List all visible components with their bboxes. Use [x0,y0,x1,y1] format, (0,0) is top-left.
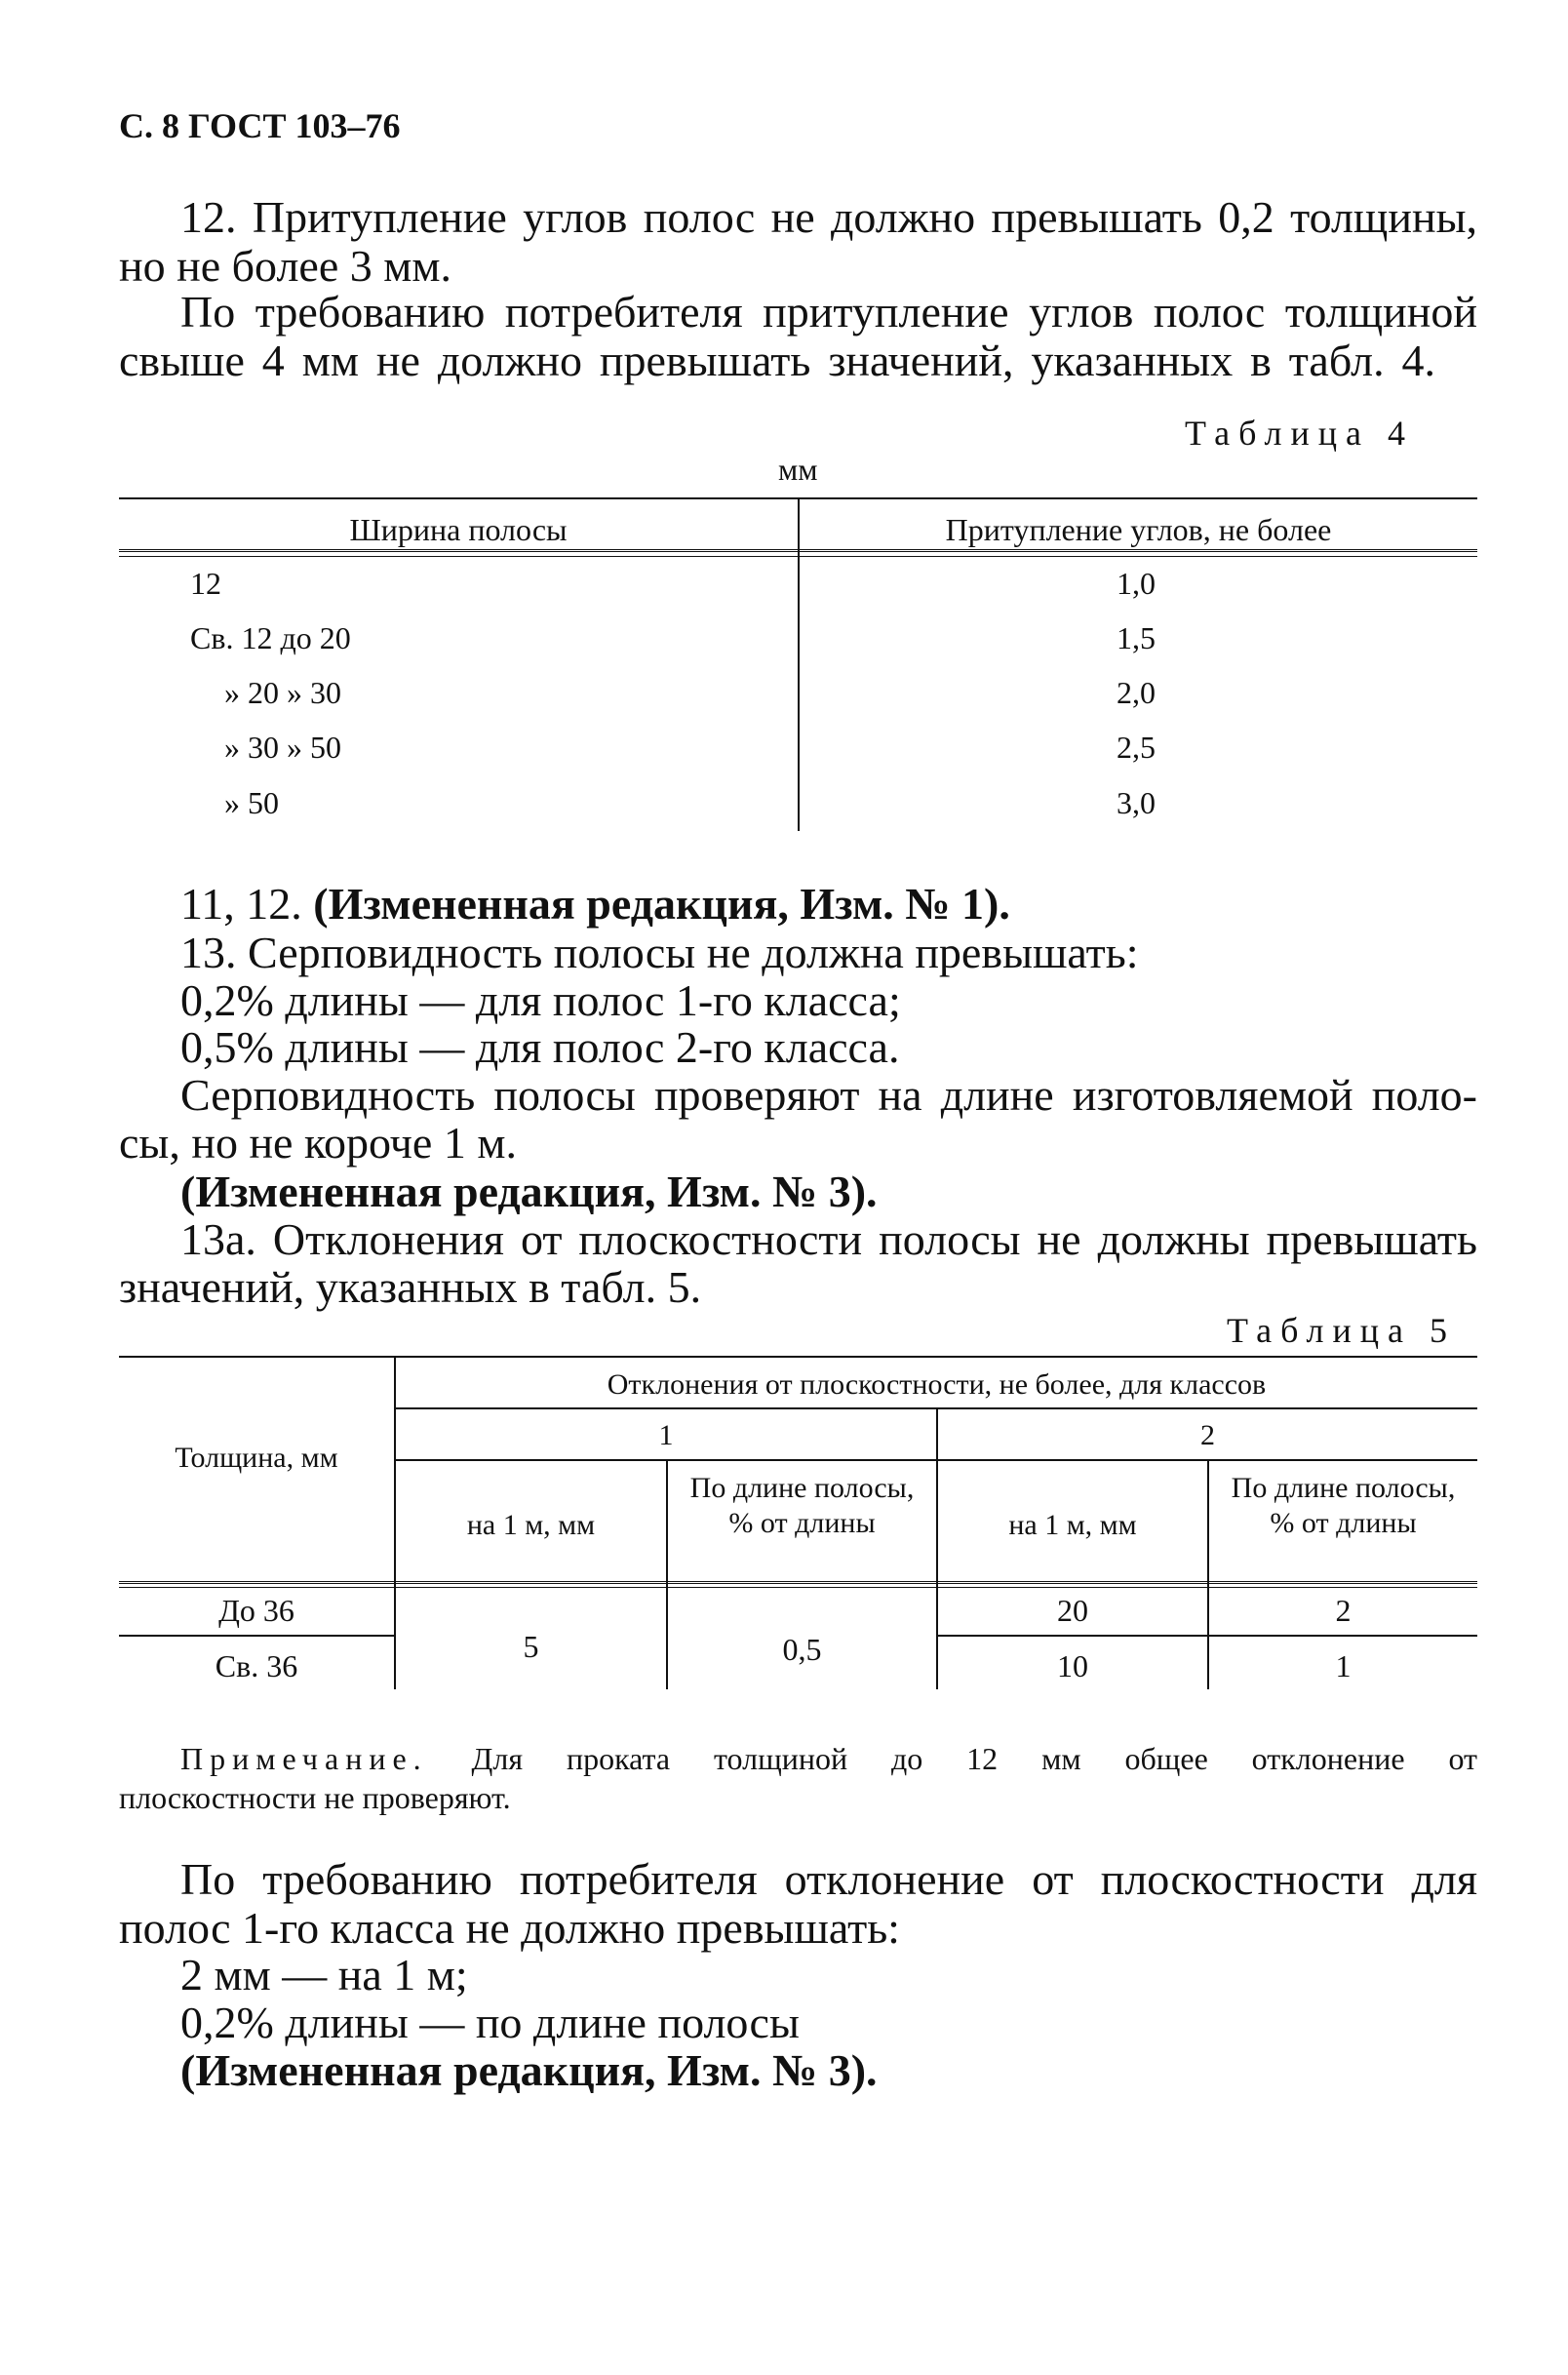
p13-line3: 0,5% длины — для полос 2-го класса. [180,1022,900,1072]
table4-col1-header: Ширина полосы [349,512,568,547]
p13-line1: 13. Серповидность полосы не должна превышать: [180,928,1139,977]
table4-row-value: 3,0 [1117,785,1156,820]
plast-line3: 2 мм — на 1 м; [180,1950,468,1999]
table4-row-width: 12 [190,566,221,601]
table4-row-value: 1,5 [1117,620,1156,655]
p13-line5: сы, но не короче 1 м. [119,1118,517,1168]
table4-unit: мм [778,452,818,487]
table5-class2-per-m: 20 [1057,1593,1088,1628]
table4-row-width: » 20 » 30 [224,675,341,710]
table5-caption: Таблица 5 [1227,1311,1456,1350]
table4-caption: Таблица 4 [1185,414,1414,453]
table5-note-line2: плоскостности не проверяют. [119,1780,511,1815]
table5-class1-per-m: 5 [523,1629,539,1664]
table5-class2-header: 2 [1200,1419,1215,1451]
amendment-note-3a: (Измененная редакция, Изм. № 3). [180,1167,878,1216]
table5-per-m-header: на 1 м, мм [1008,1509,1137,1541]
table5-per-m-header: на 1 м, мм [466,1509,596,1541]
table5-class1-length: 0,5 [782,1632,822,1667]
table5-class2-length: 1 [1335,1648,1352,1683]
p12-line4: свыше 4 мм не должно превышать значений, указанных в табл. 4. [119,336,1435,385]
table5-by-length-header: По длине полосы, % от длины [1231,1472,1456,1539]
table4-row-width: » 50 [224,785,279,820]
table5-row-label: До 36 [218,1593,294,1628]
p12-line1: 12. Притупление углов полос не должно превышать 0,2 толщины, [180,192,1477,242]
p12-line2: но не более 3 мм. [119,241,451,291]
plast-line1: По требованию потребителя отклонение от плоскостности для [180,1854,1477,1904]
table5-thickness-header: Толщина, мм [175,1442,338,1474]
table5-class1-header: 1 [658,1419,674,1451]
p13a-line2: значений, указанных в табл. 5. [119,1262,702,1312]
p13-line2: 0,2% длины — для полос 1-го класса; [180,975,901,1025]
table5-class2-per-m: 10 [1057,1648,1088,1683]
table4-row-value: 2,5 [1117,730,1156,765]
p12-line3: По требованию потребителя притупление углов полос толщиной [180,287,1477,336]
table5-note-line1: Примечание. Для проката толщиной до 12 мм общее отклонение от [180,1741,1477,1776]
table4-row-value: 2,0 [1117,675,1156,710]
page-header: С. 8 ГОСТ 103–76 [119,106,401,145]
amendment-note-1: 11, 12. (Измененная редакция, Изм. № 1). [180,879,1010,929]
table5-row-label: Св. 36 [215,1648,298,1683]
table4-row-value: 1,0 [1117,566,1156,601]
table4-row-width: » 30 » 50 [224,730,341,765]
plast-line4: 0,2% длины — по длине полосы [180,1998,800,2047]
amendment-note-3b: (Измененная редакция, Изм. № 3). [180,2045,878,2095]
table4-row-width: Св. 12 до 20 [190,620,351,655]
table5-class2-length: 2 [1335,1593,1352,1628]
table5-by-length-header: По длине полосы, % от длины [689,1472,915,1539]
table4-col2-header: Притупление углов, не более [945,512,1332,547]
p13-line4: Серповидность полосы проверяют на длине изготовляемой поло- [180,1070,1477,1120]
table5-group-header: Отклонения от плоскостности, не более, для классов [607,1368,1267,1401]
p13a-line1: 13а. Отклонения от плоскостности полосы не должны превышать [180,1214,1477,1264]
plast-line2: полос 1-го класса не должно превышать: [119,1903,900,1953]
